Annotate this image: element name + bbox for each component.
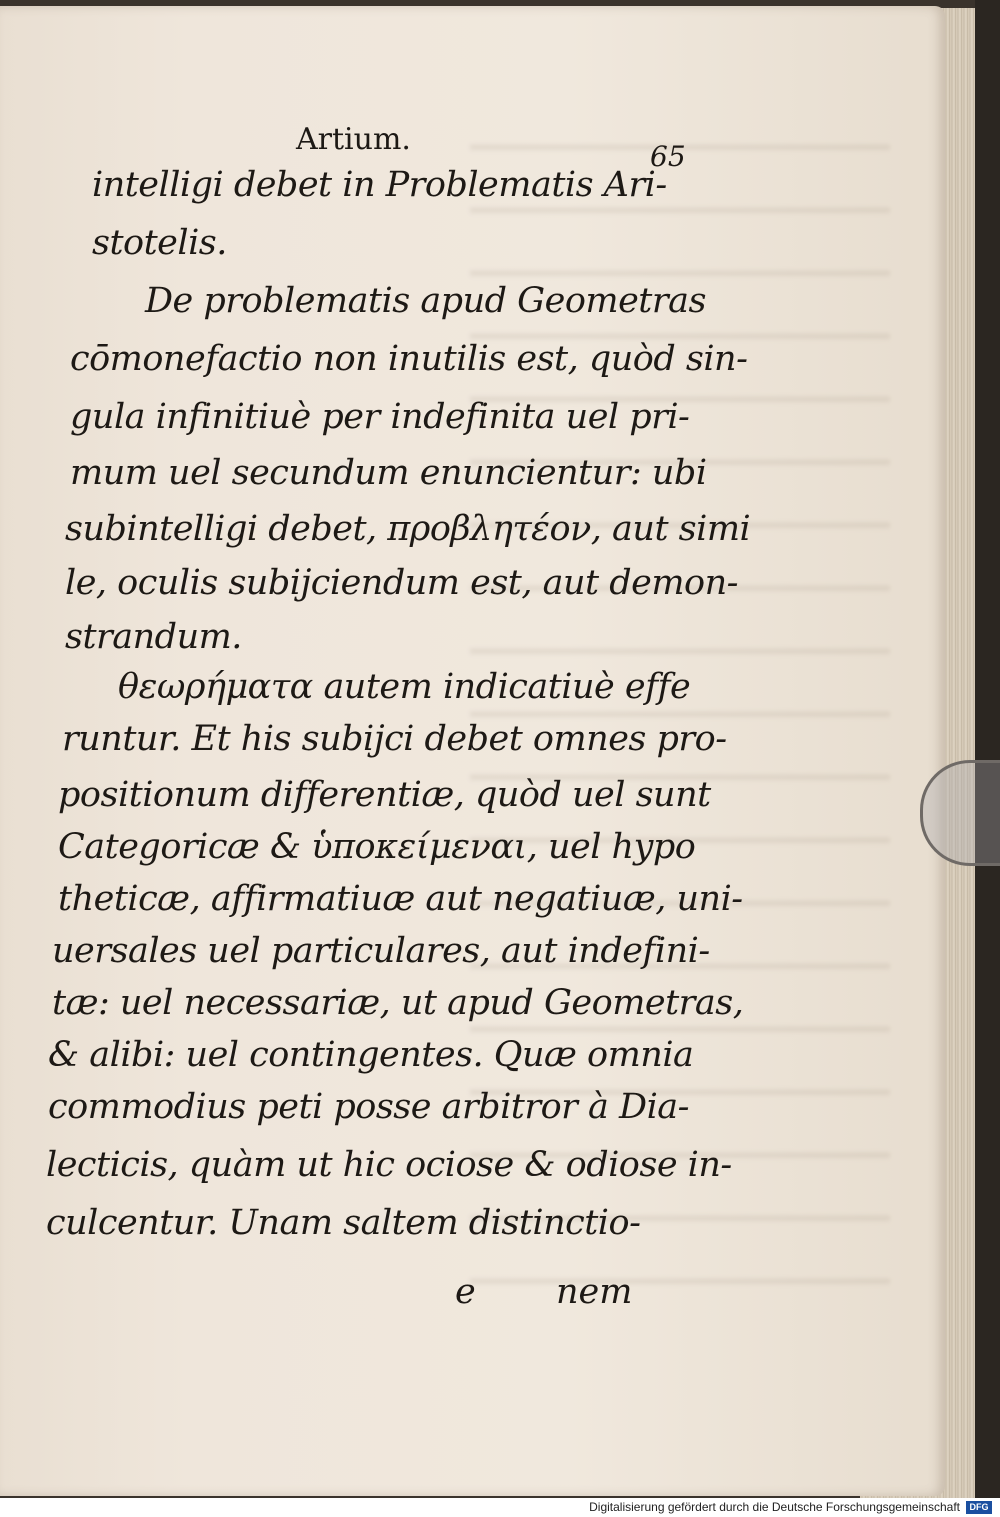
text-line-14: theticæ, affirmatiuæ aut negatiuæ, uni-	[58, 879, 743, 919]
text-line-5: gula infinitiuè per indefinita uel pri-	[70, 397, 690, 437]
text-line-3: De problematis apud Geometras	[145, 281, 706, 321]
text-line-19: lecticis, quàm ut hic ociose & odiose in-	[46, 1145, 732, 1185]
text-line-17: & alibi: uel contingentes. Quæ omnia	[48, 1035, 694, 1075]
text-line-7: subintelligi debet, προβλητέον, aut simi	[65, 509, 751, 549]
catchword: nem	[556, 1272, 633, 1312]
text-line-15: uersales uel particulares, aut indefini-	[52, 931, 710, 971]
text-line-12: positionum differentiæ, quòd uel sunt	[58, 775, 711, 815]
text-line-16: tæ: uel necessariæ, ut apud Geometras,	[52, 983, 744, 1023]
text-line-8: le, oculis subijciendum est, aut demon-	[65, 563, 738, 603]
text-line-6: mum uel secundum enuncientur: ubi	[70, 453, 707, 493]
text-line-4: cōmonefactio non inutilis est, quòd sin-	[70, 339, 748, 379]
text-line-11: runtur. Et his subijci debet omnes pro-	[62, 719, 727, 759]
text-line-13: Categoricæ & ὑποκείμεναι, uel hypo	[58, 827, 696, 867]
scan-background-edge	[975, 0, 1000, 1517]
running-head: Artium.	[296, 122, 411, 157]
text-line-2: stotelis.	[92, 223, 227, 263]
signature-mark: e	[455, 1272, 476, 1312]
text-line-18: commodius peti posse arbitror à Dia-	[48, 1087, 689, 1127]
footer-credit: Digitalisierung gefördert durch die Deutsche Forschungsgemeinschaft	[589, 1500, 960, 1514]
text-line-20: culcentur. Unam saltem distinctio-	[46, 1203, 641, 1243]
text-line-1: intelligi debet in Problematis Ari-	[92, 165, 667, 205]
text-line-10: θεωρήματα autem indicatiuè effe	[118, 667, 691, 707]
dfg-logo: DFG	[966, 1501, 992, 1514]
page-number: 65	[650, 140, 686, 173]
text-line-9: strandum.	[65, 617, 242, 657]
